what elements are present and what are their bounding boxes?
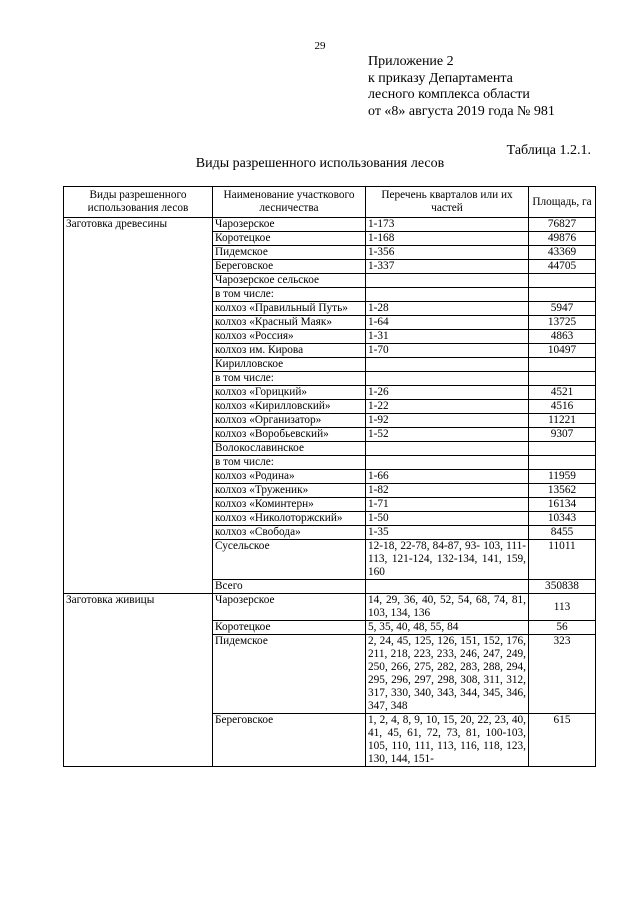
area-cell: 4516 — [529, 400, 596, 414]
forestry-cell: колхоз «Красный Маяк» — [213, 316, 366, 330]
table-body — [64, 218, 596, 767]
quarters-cell — [366, 372, 529, 386]
forestry-cell: колхоз «Труженик» — [213, 484, 366, 498]
area-cell — [529, 274, 596, 288]
area-cell: 13562 — [529, 484, 596, 498]
quarters-cell: 1-356 — [366, 246, 529, 260]
quarters-cell: 1-71 — [366, 498, 529, 512]
quarters-cell: 1, 2, 4, 8, 9, 10, 15, 20, 22, 23, 40, 41, 45, 61, 72, 73, 81, 100-103, 105, 110, 111, 113, 116, 118, 123, 130, 144, 151- — [366, 714, 529, 767]
appendix-note — [368, 54, 555, 120]
quarters-cell: 2, 24, 45, 125, 126, 151, 152, 176, 211, 218, 223, 233, 246, 247, 249, 250, 266, 275, 282, 283, 288, 294, 295, 296, 297, 298, 308, 311, 312, 317, 330, 340, 343, 344, 345, 346, 347, 348 — [366, 635, 529, 714]
area-cell: 9307 — [529, 428, 596, 442]
quarters-cell: 1-22 — [366, 400, 529, 414]
area-cell: 4521 — [529, 386, 596, 400]
quarters-cell — [366, 288, 529, 302]
area-cell: 11221 — [529, 414, 596, 428]
area-cell: 44705 — [529, 260, 596, 274]
area-cell — [529, 456, 596, 470]
area-cell: 13725 — [529, 316, 596, 330]
forestry-cell: колхоз «Коминтерн» — [213, 498, 366, 512]
table-title: Виды разрешенного использования лесов — [195, 156, 445, 171]
table-number: Таблица 1.2.1. — [506, 143, 591, 158]
quarters-cell — [366, 456, 529, 470]
forestry-cell: колхоз «Свобода» — [213, 526, 366, 540]
quarters-cell: 1-82 — [366, 484, 529, 498]
table-header-row — [64, 187, 596, 218]
appendix-line: Приложение 2 — [368, 54, 454, 69]
forestry-cell: Сусельское — [213, 540, 366, 580]
quarters-cell — [366, 274, 529, 288]
forestry-cell: колхоз «Кирилловский» — [213, 400, 366, 414]
forestry-cell: Кирилловское — [213, 358, 366, 372]
forestry-cell: колхоз «Россия» — [213, 330, 366, 344]
forestry-cell: в том числе: — [213, 456, 366, 470]
forest-use-table — [63, 186, 596, 767]
quarters-cell: 1-52 — [366, 428, 529, 442]
quarters-cell: 1-337 — [366, 260, 529, 274]
column-header-quarters: Перечень кварталов или их частей — [366, 187, 529, 218]
area-cell: 49876 — [529, 232, 596, 246]
quarters-cell: 1-28 — [366, 302, 529, 316]
forestry-cell: в том числе: — [213, 288, 366, 302]
area-cell — [529, 442, 596, 456]
area-cell: 8455 — [529, 526, 596, 540]
forestry-cell: колхоз «Родина» — [213, 470, 366, 484]
use-type-cell: Заготовка древесины — [64, 218, 213, 594]
quarters-cell: 1-26 — [366, 386, 529, 400]
table-row — [64, 218, 596, 232]
quarters-cell: 1-31 — [366, 330, 529, 344]
quarters-cell: 5, 35, 40, 48, 55, 84 — [366, 621, 529, 635]
forestry-cell: колхоз «Николоторжский» — [213, 512, 366, 526]
area-cell: 56 — [529, 621, 596, 635]
page-number: 29 — [314, 40, 326, 52]
area-cell: 4863 — [529, 330, 596, 344]
area-cell: 11011 — [529, 540, 596, 580]
quarters-cell: 1-50 — [366, 512, 529, 526]
quarters-cell: 1-70 — [366, 344, 529, 358]
area-cell — [529, 372, 596, 386]
area-cell: 76827 — [529, 218, 596, 232]
quarters-cell: 1-168 — [366, 232, 529, 246]
quarters-cell: 1-64 — [366, 316, 529, 330]
appendix-line: лесного комплекса области — [368, 87, 530, 102]
table-row — [64, 594, 596, 621]
quarters-cell: 14, 29, 36, 40, 52, 54, 68, 74, 81, 103, 134, 136 — [366, 594, 529, 621]
forestry-cell: Коротецкое — [213, 232, 366, 246]
area-cell: 615 — [529, 714, 596, 767]
quarters-cell: 1-35 — [366, 526, 529, 540]
forestry-cell: Всего — [213, 580, 366, 594]
area-cell: 5947 — [529, 302, 596, 316]
quarters-cell: 12-18, 22-78, 84-87, 93- 103, 111-113, 121-124, 132-134, 141, 159, 160 — [366, 540, 529, 580]
quarters-cell: 1-173 — [366, 218, 529, 232]
column-header-forestry: Наименование участкового лесничества — [213, 187, 366, 218]
forestry-cell: Береговское — [213, 260, 366, 274]
area-cell — [529, 288, 596, 302]
forestry-cell: Береговское — [213, 714, 366, 767]
appendix-line: от «8» августа 2019 года № 981 — [368, 103, 555, 119]
quarters-cell — [366, 580, 529, 594]
forestry-cell: Пидемское — [213, 246, 366, 260]
forestry-cell: Чарозерское — [213, 594, 366, 621]
column-header-use-type: Виды разрешенного использования лесов — [64, 187, 213, 218]
area-cell: 10343 — [529, 512, 596, 526]
forestry-cell: в том числе: — [213, 372, 366, 386]
forestry-cell: Пидемское — [213, 635, 366, 714]
quarters-cell: 1-92 — [366, 414, 529, 428]
forestry-cell: колхоз «Организатор» — [213, 414, 366, 428]
forestry-cell: Волокославинское — [213, 442, 366, 456]
area-cell: 11959 — [529, 470, 596, 484]
area-cell: 43369 — [529, 246, 596, 260]
area-cell: 323 — [529, 635, 596, 714]
area-cell: 350838 — [529, 580, 596, 594]
area-cell: 113 — [529, 594, 596, 621]
area-cell: 10497 — [529, 344, 596, 358]
forestry-cell: Чарозерское — [213, 218, 366, 232]
quarters-cell — [366, 358, 529, 372]
forestry-cell: Коротецкое — [213, 621, 366, 635]
quarters-cell — [366, 442, 529, 456]
area-cell — [529, 358, 596, 372]
area-cell: 16134 — [529, 498, 596, 512]
forestry-cell: Чарозерское сельское — [213, 274, 366, 288]
quarters-cell: 1-66 — [366, 470, 529, 484]
column-header-area: Площадь, га — [529, 187, 596, 218]
appendix-line: к приказу Департамента — [368, 70, 513, 86]
use-type-cell: Заготовка живицы — [64, 594, 213, 767]
forestry-cell: колхоз «Воробьевский» — [213, 428, 366, 442]
forestry-cell: колхоз «Правильный Путь» — [213, 302, 366, 316]
forestry-cell: колхоз «Горицкий» — [213, 386, 366, 400]
forestry-cell: колхоз им. Кирова — [213, 344, 366, 358]
